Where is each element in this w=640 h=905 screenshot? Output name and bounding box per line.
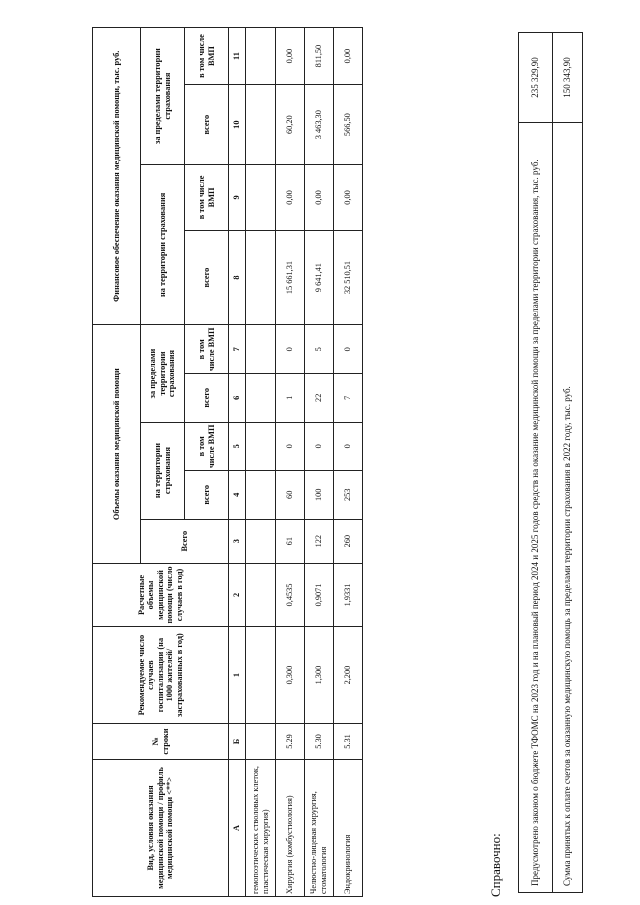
cell-fin-within-all: 9 641,41 [305, 230, 334, 325]
cell-vol-within-vmp: 0 [334, 422, 363, 471]
cell-vol-outside-all: 7 [334, 374, 363, 423]
cell-fin-within-vmp: 0,00 [276, 165, 305, 230]
header-row-1 [93, 28, 141, 897]
reference-row [553, 33, 583, 893]
reference-title: Справочно: [488, 833, 503, 897]
column-index-row [229, 28, 246, 897]
cell-vol-within-vmp: 0 [276, 422, 305, 471]
header-fin-within: на территории страхования [141, 165, 185, 325]
header-fin-outside: за пределами территории страхования [141, 28, 185, 165]
cell-vol-outside-vmp: 0 [334, 325, 363, 374]
cell-fin-outside-vmp: 811,50 [305, 28, 334, 85]
cell-vol-within-all: 100 [305, 471, 334, 520]
reference-text: Предусмотрено законом о бюджете ТФОМС на 2023 год и на плановый период 2024 и 2025 годов средств на оказание медицинской помощи за пределами территории страхования, тыс. руб. [519, 123, 553, 893]
cell-vol-within-vmp [246, 422, 276, 471]
cell-estimated: 0,9071 [305, 563, 334, 626]
cell-vol-within-all [246, 471, 276, 520]
header-row-no: № строки [93, 724, 229, 760]
reference-row [519, 33, 553, 893]
column-index: 2 [229, 563, 246, 626]
cell-fin-outside-vmp: 0,00 [334, 28, 363, 85]
column-index: 11 [229, 28, 246, 85]
column-index: 5 [229, 422, 246, 471]
cell-total [246, 519, 276, 563]
column-index: 10 [229, 85, 246, 165]
medical-care-table [92, 27, 363, 897]
reference-value: 235 329,90 [519, 33, 553, 123]
column-index: 7 [229, 325, 246, 374]
reference-text: Сумма принятых к оплате счетов за оказанную медицинскую помощь за пределами территории страхования в 2022 году, тыс. руб. [553, 123, 583, 893]
cell-fin-outside-vmp: 0,00 [276, 28, 305, 85]
header-vol-within: на территории страхования [141, 422, 185, 519]
cell-total: 260 [334, 519, 363, 563]
header-fin-within-vmp: в том числе ВМП [185, 165, 229, 230]
cell-estimated: 1,9331 [334, 563, 363, 626]
cell-fin-within-vmp: 0,00 [334, 165, 363, 230]
cell-vol-outside-vmp: 0 [276, 325, 305, 374]
cell-total: 61 [276, 519, 305, 563]
row-number: 5.29 [276, 724, 305, 760]
cell-vol-outside-all: 22 [305, 374, 334, 423]
row-number: 5.31 [334, 724, 363, 760]
cell-fin-outside-all: 566,50 [334, 85, 363, 165]
header-vol-outside-all: всего [185, 374, 229, 423]
row-number [246, 724, 276, 760]
column-index: 1 [229, 627, 246, 724]
cell-recommended: 2,200 [334, 627, 363, 724]
header-fin-outside-vmp: в том числе ВМП [185, 28, 229, 85]
cell-vol-outside-vmp: 5 [305, 325, 334, 374]
header-vol-within-all: всего [185, 471, 229, 520]
header-fin-within-all: всего [185, 230, 229, 325]
cell-estimated: 0,4535 [276, 563, 305, 626]
cell-vol-within-all: 60 [276, 471, 305, 520]
header-estimated: Расчетные объемы медицинской помощи (число случаев в год) [93, 563, 229, 626]
cell-vol-within-vmp: 0 [305, 422, 334, 471]
cell-recommended [246, 627, 276, 724]
cell-fin-within-vmp [246, 165, 276, 230]
header-vol-outside-vmp: в том числе ВМП [185, 325, 229, 374]
row-name: Эндокринология [334, 759, 363, 896]
row-name: гемопоэтических стволовых клеток, пластическая хирургия) [246, 759, 276, 896]
header-vol-within-vmp: в том числе ВМП [185, 422, 229, 471]
cell-total: 122 [305, 519, 334, 563]
header-total: Всего [141, 519, 229, 563]
cell-vol-outside-all: 1 [276, 374, 305, 423]
row-name: Хирургия (комбустиология) [276, 759, 305, 896]
header-finance-group: Финансовое обеспечение оказания медицинской помощи, тыс. руб. [93, 28, 141, 326]
header-vol-outside: за пределами территории страхования [141, 325, 185, 422]
row-name: Челюстно-лицевая хирургия, стоматология [305, 759, 334, 896]
cell-fin-outside-all: 60,20 [276, 85, 305, 165]
cell-estimated [246, 563, 276, 626]
column-index: 8 [229, 230, 246, 325]
row-number: 5.30 [305, 724, 334, 760]
table-row [305, 28, 334, 897]
cell-fin-outside-vmp [246, 28, 276, 85]
column-index: 9 [229, 165, 246, 230]
cell-fin-outside-all: 3 463,30 [305, 85, 334, 165]
cell-fin-within-all [246, 230, 276, 325]
cell-fin-within-vmp: 0,00 [305, 165, 334, 230]
column-index: 4 [229, 471, 246, 520]
header-type-profile: Вид, условия оказания медицинской помощи / профиль медицинской помощи <**> [93, 759, 229, 896]
cell-fin-within-all: 32 510,51 [334, 230, 363, 325]
cell-vol-outside-vmp [246, 325, 276, 374]
table-row [246, 28, 276, 897]
cell-vol-within-all: 253 [334, 471, 363, 520]
cell-recommended: 1,300 [305, 627, 334, 724]
column-index: А [229, 759, 246, 896]
reference-value: 150 343,90 [553, 33, 583, 123]
table-row [334, 28, 363, 897]
column-index: Б [229, 724, 246, 760]
header-volumes-group: Объемы оказания медицинской помощи [93, 325, 141, 563]
table-row [276, 28, 305, 897]
column-index: 6 [229, 374, 246, 423]
column-index: 3 [229, 519, 246, 563]
reference-table [518, 32, 583, 893]
header-fin-outside-all: всего [185, 85, 229, 165]
header-recommended: Рекомендуемое число случаев госпитализации (на 1000 жителей/ застрахованных в год) [93, 627, 229, 724]
cell-recommended: 0,300 [276, 627, 305, 724]
cell-vol-outside-all [246, 374, 276, 423]
cell-fin-outside-all [246, 85, 276, 165]
cell-fin-within-all: 15 661,31 [276, 230, 305, 325]
